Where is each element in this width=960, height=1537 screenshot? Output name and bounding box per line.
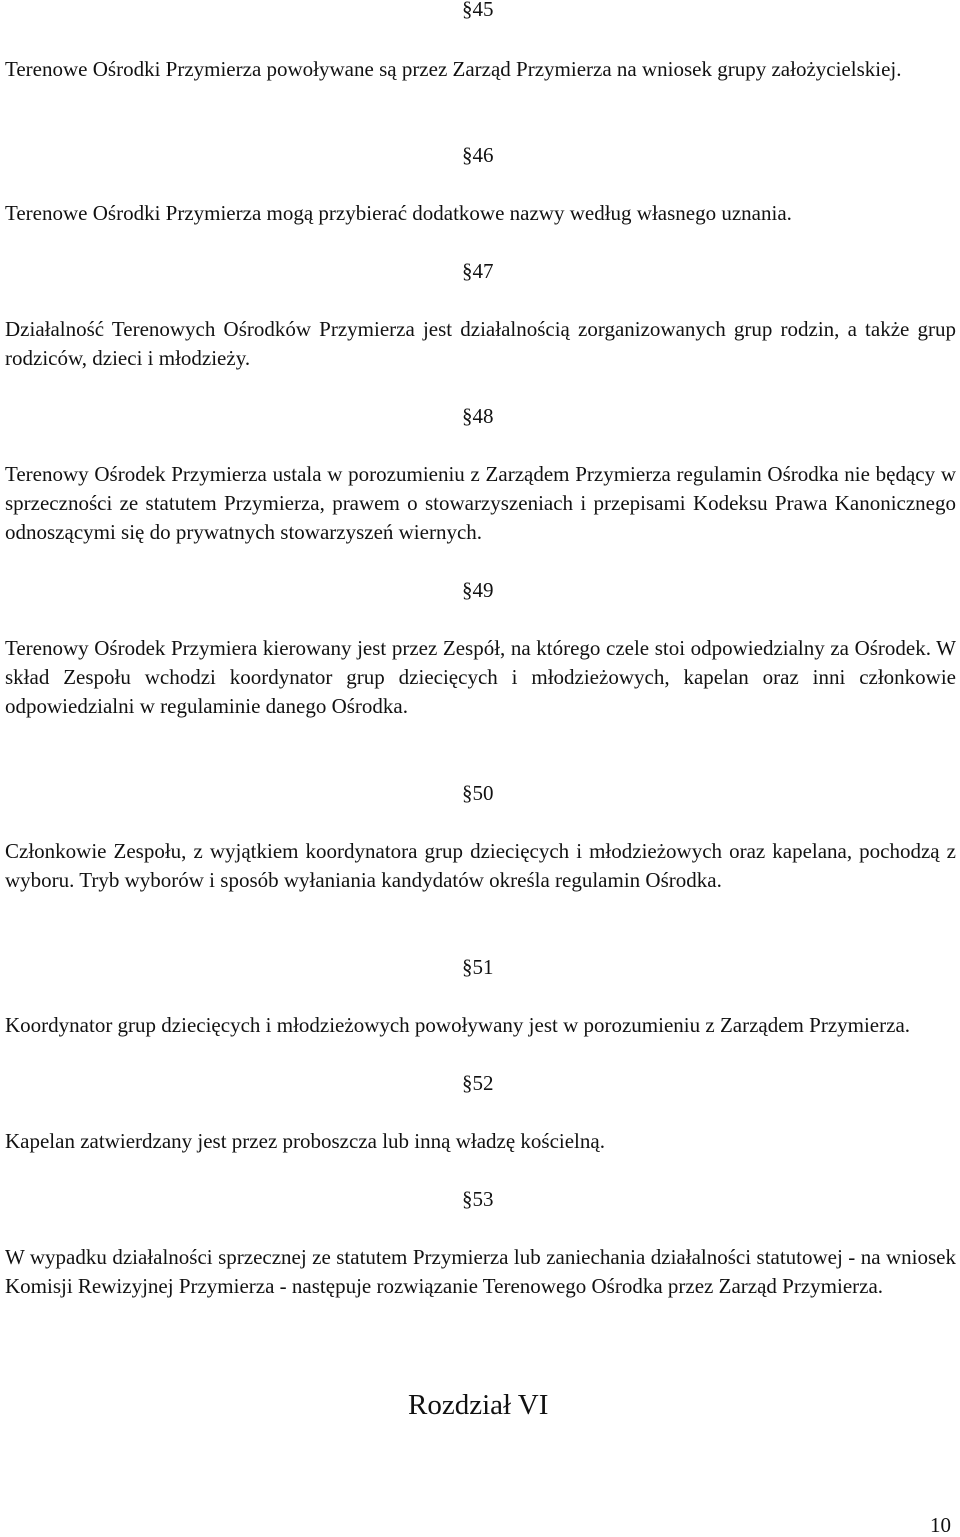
section-45-heading: §45 bbox=[462, 0, 494, 21]
section-52-heading: §52 bbox=[462, 1071, 494, 1095]
section-47-paragraph: Działalność Terenowych Ośrodków Przymierza jest działalnością zorganizowanych grup rodzin, a także grup rodziców, dzieci i młodzieży. bbox=[5, 317, 956, 370]
section-48-paragraph: Terenowy Ośrodek Przymierza ustala w porozumieniu z Zarządem Przymierza regulamin Ośrodka nie będący w sprzeczności ze statutem Przymierza, prawem o stowarzyszeniach i przepisami Kodeksu Prawa Kanonicznego odnoszącymi się do prywatnych stowarzyszeń wiernych. bbox=[5, 462, 956, 544]
section-52-paragraph: Kapelan zatwierdzany jest przez proboszcza lub inną władzę kościelną. bbox=[5, 1129, 605, 1153]
section-46-heading: §46 bbox=[462, 143, 494, 167]
section-50-heading: §50 bbox=[462, 781, 494, 805]
section-46-paragraph: Terenowe Ośrodki Przymierza mogą przybierać dodatkowe nazwy według własnego uznania. bbox=[5, 201, 792, 225]
section-51-paragraph: Koordynator grup dziecięcych i młodzieżowych powoływany jest w porozumieniu z Zarządem Przymierza. bbox=[5, 1013, 911, 1037]
page-number: 10 bbox=[930, 1513, 951, 1537]
section-49-paragraph: Terenowy Ośrodek Przymiera kierowany jest przez Zespół, na którego czele stoi odpowiedzialny za Ośrodek. W skład Zespołu wchodzi koordynator grup dziecięcych i młodzieżowych, kapelan oraz inni członkowie odpowiedzialni w regulaminie danego Ośrodka. bbox=[5, 636, 956, 718]
section-49-heading: §49 bbox=[462, 578, 494, 602]
section-48-heading: §48 bbox=[462, 404, 494, 428]
section-47-heading: §47 bbox=[462, 259, 494, 283]
section-53-paragraph: W wypadku działalności sprzecznej ze statutem Przymierza lub zaniechania działalności statutowej - na wniosek Komisji Rewizyjnej Przymierza - następuje rozwiązanie Terenowego Ośrodka przez Zarząd Przymierza. bbox=[5, 1245, 956, 1298]
section-45-paragraph: Terenowe Ośrodki Przymierza powoływane są przez Zarząd Przymierza na wniosek grupy założycielskiej. bbox=[5, 57, 902, 81]
chapter-heading: Rozdział VI bbox=[408, 1389, 549, 1421]
section-53-heading: §53 bbox=[462, 1187, 494, 1211]
section-51-heading: §51 bbox=[462, 955, 494, 979]
section-50-paragraph: Członkowie Zespołu, z wyjątkiem koordynatora grup dziecięcych i młodzieżowych oraz kapelana, pochodzą z wyboru. Tryb wyborów i sposób wyłaniania kandydatów określa regulamin Ośrodka. bbox=[5, 839, 956, 892]
